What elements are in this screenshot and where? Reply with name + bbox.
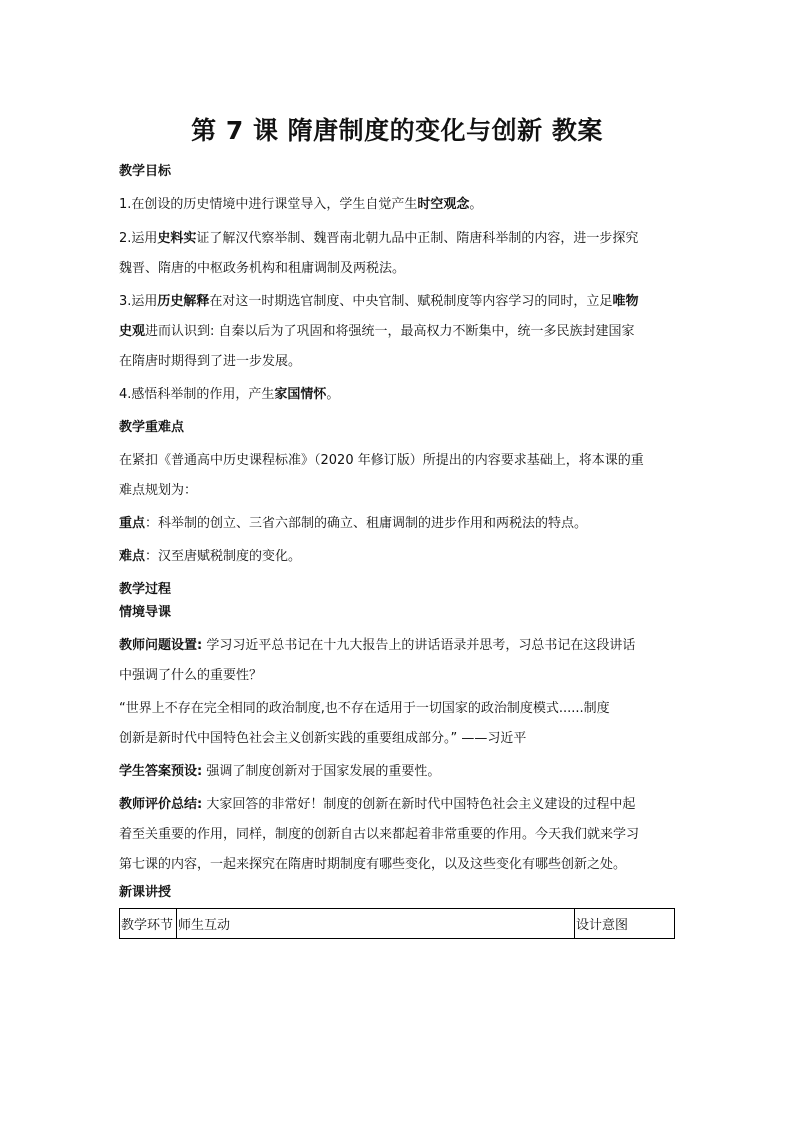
- objective-1-text: 1.在创设的历史情境中进行课堂导入，学生自觉产生: [119, 197, 418, 212]
- student-answer-text: 强调了制度创新对于国家发展的重要性。: [202, 764, 441, 779]
- difficulties-intro-line1: 在紧扣《普通高中历史课程标准》（2020 年修订版）所提出的内容要求基础上，将本课的重: [119, 453, 644, 468]
- teacher-question: [119, 631, 675, 660]
- table-header-interaction: 师生互动: [177, 909, 575, 939]
- key-point-label: 重点: [119, 516, 146, 531]
- objective-4-keyword: 家国情怀: [274, 387, 327, 402]
- objective-3-prefix: 3.运用: [119, 294, 158, 309]
- teacher-question-label: 教师问题设置:: [119, 638, 203, 653]
- teacher-evaluation-label: 教师评价总结:: [119, 797, 203, 812]
- difficulties-heading: 教学重难点: [119, 420, 185, 435]
- teacher-evaluation-text: 大家回答的非常好！制度的创新在新时代中国特色社会主义建设的过程中起: [202, 797, 636, 812]
- objectives-heading: 教学目标: [119, 164, 172, 179]
- quote-line2: 创新是新时代中国特色社会主义创新实践的重要组成部分。” ——习近平: [119, 731, 527, 746]
- page-title: 第 7 课 隋唐制度的变化与创新 教案: [191, 116, 603, 145]
- objective-1-keyword: 时空观念: [417, 197, 470, 212]
- objective-2-prefix: 2.运用: [119, 231, 158, 246]
- key-point: [119, 509, 675, 538]
- objective-2-text: 证了解汉代察举制、魏晋南北朝九品中正制、隋唐科举制的内容，进一步探究: [196, 231, 639, 246]
- hard-point-text: ：汉至唐赋税制度的变化。: [145, 549, 302, 564]
- student-answer: [119, 757, 675, 786]
- table-header-row: [120, 909, 675, 939]
- objective-2-keyword: 史料实: [157, 231, 197, 246]
- objective-3-keyword-2a: 唯物: [612, 294, 639, 309]
- key-point-text: ：科举制的创立、三省六部制的确立、租庸调制的进步作用和两税法的特点。: [145, 516, 588, 531]
- table-header-stage: 教学环节: [120, 909, 177, 939]
- objective-item-3-line2: [119, 317, 675, 346]
- table-header-intent: 设计意图: [575, 909, 675, 939]
- teacher-evaluation-line3: 第七课的内容，一起来探究在隋唐时期制度有哪些变化，以及这些变化有哪些创新之处。: [119, 857, 627, 872]
- objective-item-2-line2: 魏晋、隋唐的中枢政务机构和租庸调制及两税法。: [119, 261, 406, 276]
- objective-item-1: [119, 190, 675, 219]
- lesson-design-table: [119, 908, 675, 939]
- difficulties-intro-line2: 难点规划为：: [119, 483, 198, 498]
- teacher-evaluation: [119, 790, 675, 819]
- objective-3-keyword-2b: 史观: [119, 324, 146, 339]
- process-heading: 教学过程: [119, 582, 172, 597]
- hard-point: [119, 542, 675, 571]
- objective-item-2: [119, 224, 675, 253]
- objective-4-end: 。: [326, 387, 340, 402]
- objective-item-3-line3: 在隋唐时期得到了进一步发展。: [119, 354, 302, 369]
- teacher-question-line2: 中强调了什么的重要性？: [119, 668, 263, 683]
- teacher-evaluation-line2: 着至关重要的作用，同样，制度的创新自古以来都起着非常重要的作用。今天我们就来学习: [119, 827, 640, 842]
- student-answer-label: 学生答案预设:: [119, 764, 203, 779]
- objective-item-4: [119, 380, 675, 409]
- hard-point-label: 难点: [119, 549, 146, 564]
- objective-3-line2-text: 进而认识到: 自秦以后为了巩固和将强统一，最高权力不断集中，统一多民族封建国家: [145, 324, 635, 339]
- objective-1-end: 。: [469, 197, 483, 212]
- objective-3-text: 在对这一时期选官制度、中央官制、赋税制度等内容学习的同时，立足: [209, 294, 613, 309]
- objective-4-text: 4.感悟科举制的作用，产生: [119, 387, 275, 402]
- objective-3-keyword: 历史解释: [157, 294, 210, 309]
- teacher-question-text: 学习习近平总书记在十九大报告上的讲话语录并思考，习总书记在这段讲话: [202, 638, 636, 653]
- new-lesson-heading: 新课讲授: [119, 885, 172, 900]
- quote-line1: “世界上不存在完全相同的政治制度,也不存在适用于一切国家的政治制度模式......制度: [119, 701, 610, 716]
- objective-item-3: [119, 287, 675, 316]
- intro-section-heading: 情境导课: [119, 605, 172, 620]
